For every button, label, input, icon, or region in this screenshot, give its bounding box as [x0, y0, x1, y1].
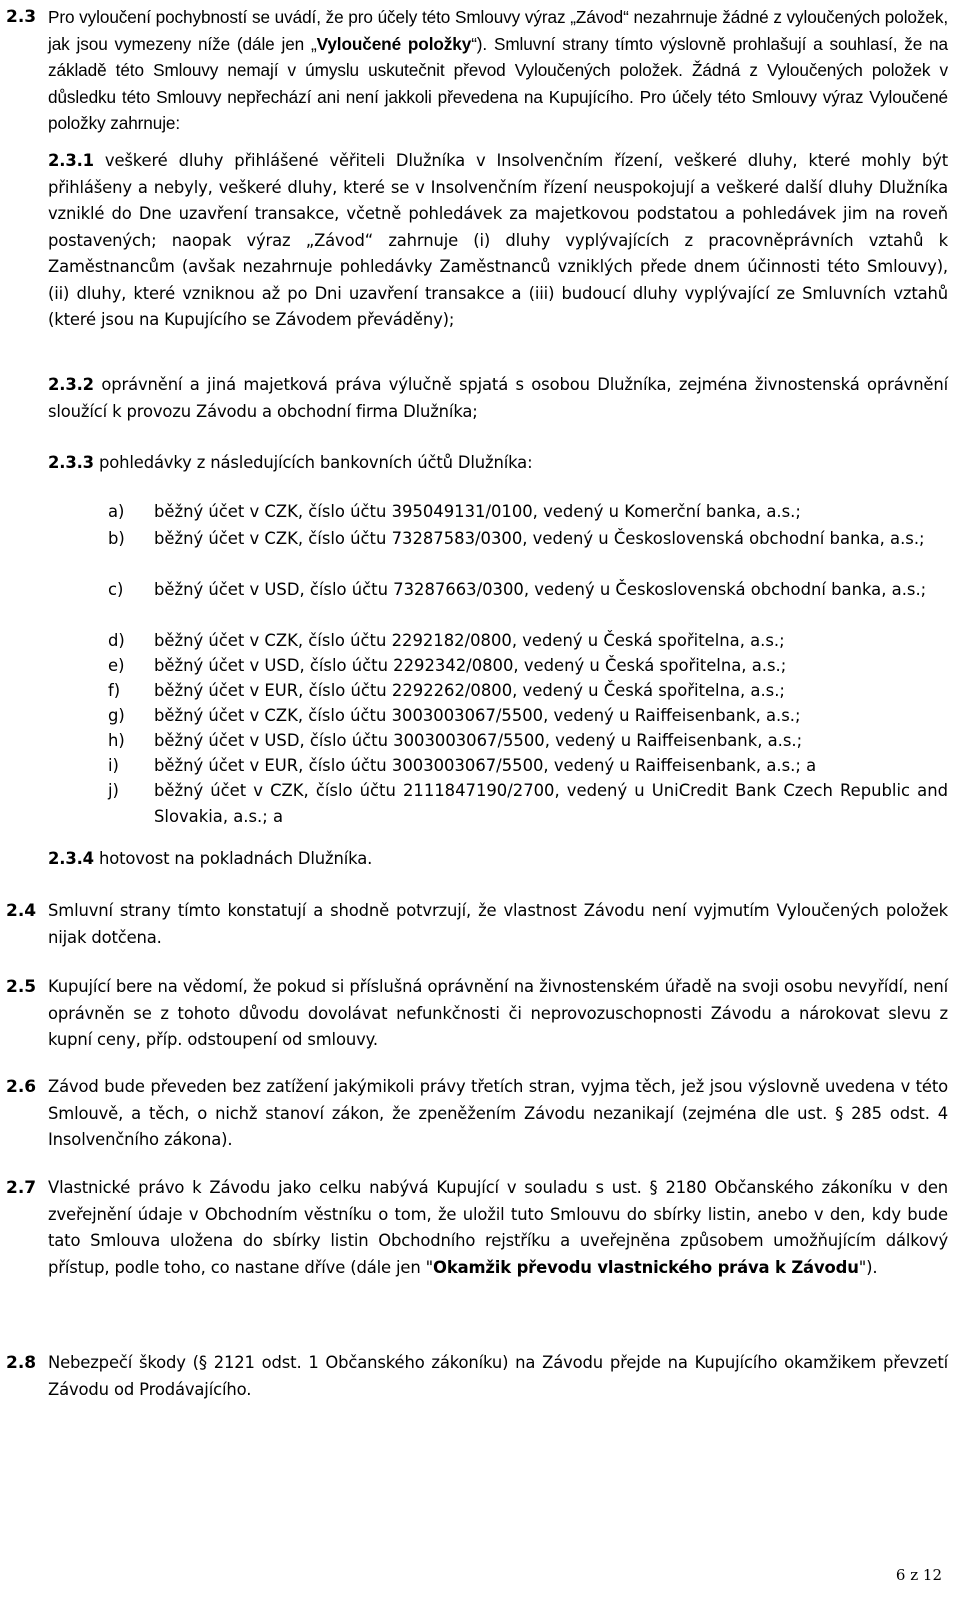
section-text: Kupující bere na vědomí, že pokud si příslušná oprávnění na živnostenském úřadě na svoji osobu nevyřídí, není oprávněn se z tohoto důvodu dovolávat nefunkčnosti či neprovozuschopnosti Závodu a nárokovat slevu z kupní ceny, příp. odstoupení od smlouvy.	[48, 977, 948, 1049]
section-2-4	[0, 898, 948, 951]
subsection-number: 2.3.3	[48, 453, 94, 472]
list-item: c) běžný účet v USD, číslo účtu 73287663/0300, vedený u Československá obchodní banka, a.s.;	[108, 580, 927, 599]
list-item: d) běžný účet v CZK, číslo účtu 2292182/0800, vedený u Česká spořitelna, a.s.;	[108, 631, 785, 650]
section-number: 2.3	[6, 7, 37, 27]
list-item: a) běžný účet v CZK, číslo účtu 395049131/0100, vedený u Komerční banka, a.s.;	[108, 502, 801, 521]
list-item: h) běžný účet v USD, číslo účtu 3003003067/5500, vedený u Raiffeisenbank, a.s.;	[108, 731, 803, 750]
list-item: e) běžný účet v USD, číslo účtu 2292342/0800, vedený u Česká spořitelna, a.s.;	[108, 656, 787, 675]
section-number: 2.6	[6, 1077, 37, 1097]
subsection-2-3-1	[48, 148, 948, 334]
list-item: j) běžný účet v CZK, číslo účtu 2111847190/2700, vedený u UniCredit Bank Czech Republic and Slovakia, a.s.; a	[108, 781, 948, 826]
defined-term: Vyloučené položky	[316, 33, 472, 54]
section-number: 2.4	[6, 901, 37, 921]
section-number: 2.8	[6, 1353, 37, 1373]
list-item: f) běžný účet v EUR, číslo účtu 2292262/0800, vedený u Česká spořitelna, a.s.;	[108, 681, 785, 700]
section-number: 2.7	[6, 1178, 37, 1198]
subsection-number: 2.3.4	[48, 849, 94, 868]
section-2-7	[0, 1175, 948, 1281]
section-2-6	[0, 1074, 948, 1154]
subsection-text: hotovost na pokladnách Dlužníka.	[99, 849, 373, 868]
subsection-2-3-4	[48, 846, 948, 873]
list-item: b) běžný účet v CZK, číslo účtu 73287583/0300, vedený u Československá obchodní banka, a.s.;	[108, 529, 925, 548]
subsection-2-3-3	[48, 450, 948, 477]
subsection-text: oprávnění a jiná majetková práva výlučně spjatá s osobou Dlužníka, zejména živnostenská oprávnění sloužící k provozu Závodu a obchodní firma Dlužníka;	[48, 375, 949, 421]
subsection-number: 2.3.2	[48, 375, 94, 394]
defined-term: Okamžik převodu vlastnického práva k Závodu	[433, 1257, 859, 1277]
list-item: g) běžný účet v CZK, číslo účtu 3003003067/5500, vedený u Raiffeisenbank, a.s.;	[108, 706, 801, 725]
list-item: i) běžný účet v EUR, číslo účtu 3003003067/5500, vedený u Raiffeisenbank, a.s.; a	[108, 756, 817, 775]
section-2-5	[0, 974, 948, 1054]
section-text: Nebezpečí škody (§ 2121 odst. 1 Občanského zákoníku) na Závodu přejde na Kupujícího okamžikem převzetí Závodu od Prodávajícího.	[48, 1353, 948, 1399]
section-text: Vlastnické právo k Závodu jako celku nabývá Kupující v souladu s ust. § 2180 Občanského zákoníku v den zveřejnění údaje v Obchodním věstníku o tom, že uložil tuto Smlouvu do sbírky listin, anebo v den, kdy bude tato Smlouva uložena do sbírky listin Obchodního rejstříku a uveřejněna způsobem umožňujícím dálkový přístup, podle toho, co nastane dříve (dále jen "Okamžik převodu vlastnického práva k Závodu").	[48, 1178, 948, 1277]
section-text: Smluvní strany tímto konstatují a shodně potvrzují, že vlastnost Závodu není vyjmutím Vyloučených položek nijak dotčena.	[48, 901, 948, 947]
section-text: Pro vyloučení pochybností se uvádí, že pro účely této Smlouvy výraz „Závod“ nezahrnuje žádné z vyloučených položek, jak jsou vymezeny níže (dále jen „Vyloučené položky“). Smluvní strany tímto výslovně prohlašují a souhlasí, že na základě této Smlouvy nemají v úmyslu uskutečnit převod Vyloučených položek. Žádná z Vyloučených položek v důsledku této Smlouvy nepřechází ani není jakkoli převedena na Kupujícího. Pro účely této Smlouvy výraz Vyloučené položky zahrnuje:	[48, 7, 948, 133]
page-number: 6 z 12	[895, 1566, 942, 1584]
subsection-text: veškeré dluhy přihlášené věřiteli Dlužníka v Insolvenčním řízení, veškeré dluhy, které mohly být přihlášeny a nebyly, veškeré dluhy, které se v Insolvenčním řízení neuspokojují a veškeré další dluhy Dlužníka vzniklé do Dne uzavření transakce, včetně pohledávek za majetkovou podstatou a pohledávek jim na roveň postavených; naopak výraz „Závod“ zahrnuje (i) dluhy vyplývajících z pracovněprávních vztahů k Zaměstnancům (avšak nezahrnuje pohledávky Zaměstnanců vzniklých přede dnem účinnosti této Smlouvy), (ii) dluhy, které vzniknou až po Dni uzavření transakce a (iii) budoucí dluhy vyplývající ze Smluvních vztahů (které jsou na Kupujícího se Závodem převáděny);	[48, 151, 948, 329]
section-2-8	[0, 1350, 948, 1403]
subsection-2-3-2	[48, 372, 948, 425]
subsection-text: pohledávky z následujících bankovních účtů Dlužníka:	[99, 453, 533, 472]
section-number: 2.5	[6, 977, 37, 997]
subsection-number: 2.3.1	[48, 151, 94, 170]
section-text: Závod bude převeden bez zatížení jakýmikoli právy třetích stran, vyjma těch, jež jsou výslovně uvedena v této Smlouvě, a těch, o nichž stanoví zákon, že zpeněžením Závodu nezanikají (zejména dle ust. § 285 odst. 4 Insolvenčního zákona).	[48, 1077, 948, 1149]
section-2-3	[0, 4, 948, 137]
